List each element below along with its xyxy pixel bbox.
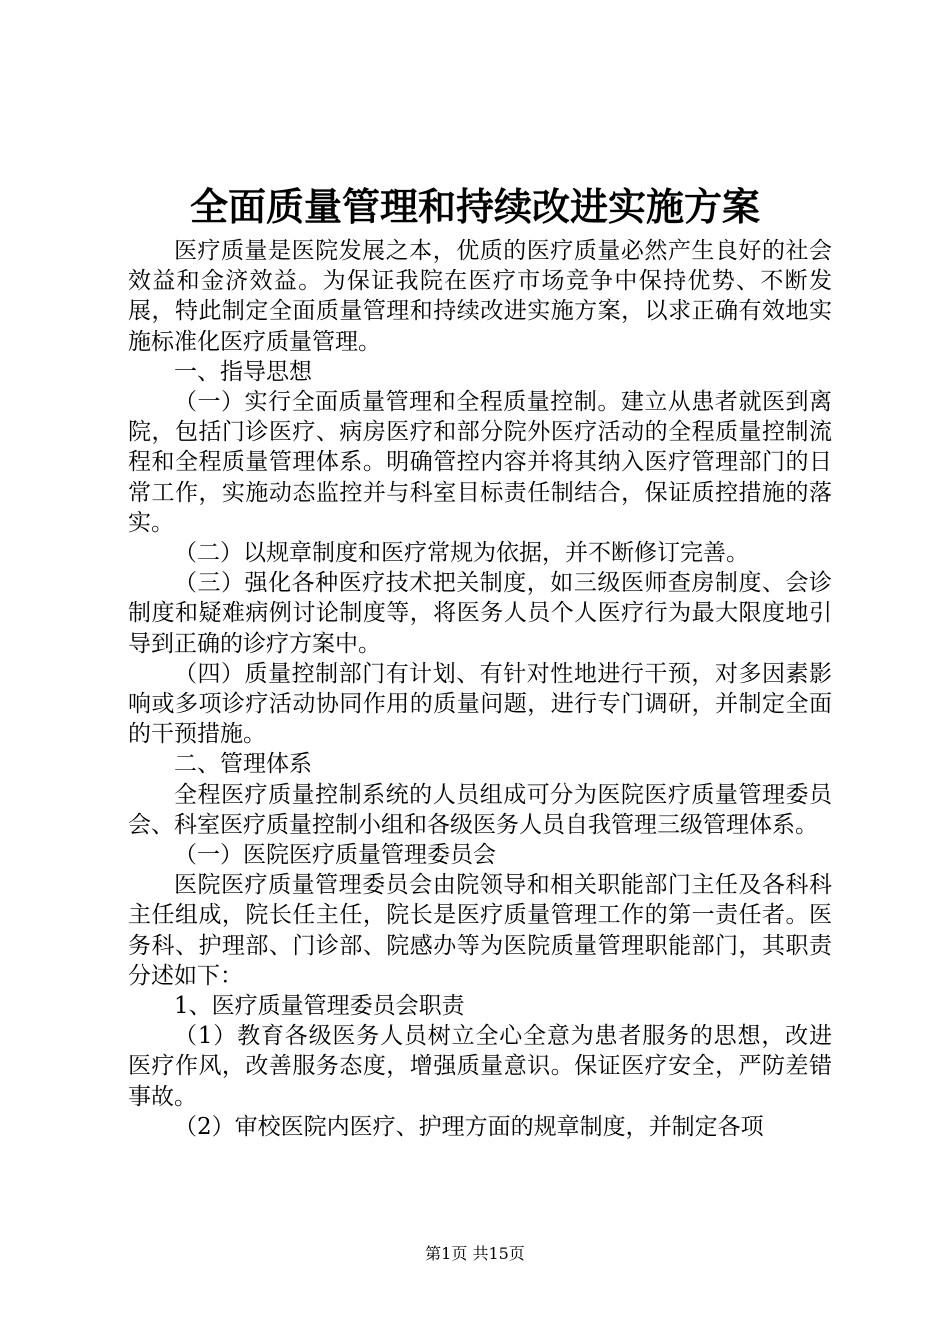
subsection-heading-committee: （一）医院医疗质量管理委员会 (174, 842, 496, 869)
paragraph-system-overview: 全程医疗质量控制系统的人员组成可分为医院医疗质量管理委员会、科室医疗质量控制小组和各级医务人员自我管理三级管理体系。 (128, 781, 832, 838)
paragraph-item-1: （一）实行全面质量管理和全程质量控制。建立从患者就医到离院，包括门诊医疗、病房医疗和部分院外医疗活动的全程质量控制流程和全程质量管理体系。明确管控内容并将其纳入医疗管理部门的日常工作，实施动态监控并与科室目标责任制结合，保证质控措施的落实。 (128, 389, 832, 536)
paragraph-duty-1: （1）教育各级医务人员树立全心全意为患者服务的思想，改进医疗作风，改善服务态度，增强质量意识。保证医疗安全，严防差错事故。 (128, 1023, 832, 1110)
section-heading-management-system: 二、管理体系 (174, 751, 312, 778)
document-body (128, 236, 832, 1142)
paragraph-intro: 医疗质量是医院发展之本，优质的医疗质量必然产生良好的社会效益和金济效益。为保证我院在医疗市场竞争中保持优势、不断发展，特此制定全面质量管理和持续改进实施方案，以求正确有效地实施标准化医疗质量管理。 (128, 238, 832, 355)
subsection-heading-committee-duties: 1、医疗质量管理委员会职责 (174, 993, 465, 1020)
paragraph-item-2: （二）以规章制度和医疗常规为依据，并不断修订完善。 (174, 540, 749, 567)
document-title: 全面质量管理和持续改进实施方案 (189, 184, 760, 229)
paragraph-committee-composition: 医院医疗质量管理委员会由院领导和相关职能部门主任及各科科主任组成，院长任主任，院长是医疗质量管理工作的第一责任者。医务科、护理部、门诊部、院感办等为医院质量管理职能部门，其职责分述如下： (128, 872, 832, 989)
paragraph-item-4: （四）质量控制部门有计划、有针对性地进行干预，对多因素影响或多项诊疗活动协同作用的质量问题，进行专门调研，并制定全面的干预措施。 (128, 660, 832, 748)
section-heading-guiding-ideology: 一、指导思想 (174, 358, 312, 385)
page-footer: 第1页 共15页 (425, 1244, 525, 1263)
paragraph-item-3: （三）强化各种医疗技术把关制度，如三级医师查房制度、会诊制度和疑难病例讨论制度等，将医务人员个人医疗行为最大限度地引导到正确的诊疗方案中。 (128, 570, 832, 657)
paragraph-duty-2: （2）审校医院内医疗、护理方面的规章制度，并制定各项 (174, 1113, 764, 1140)
